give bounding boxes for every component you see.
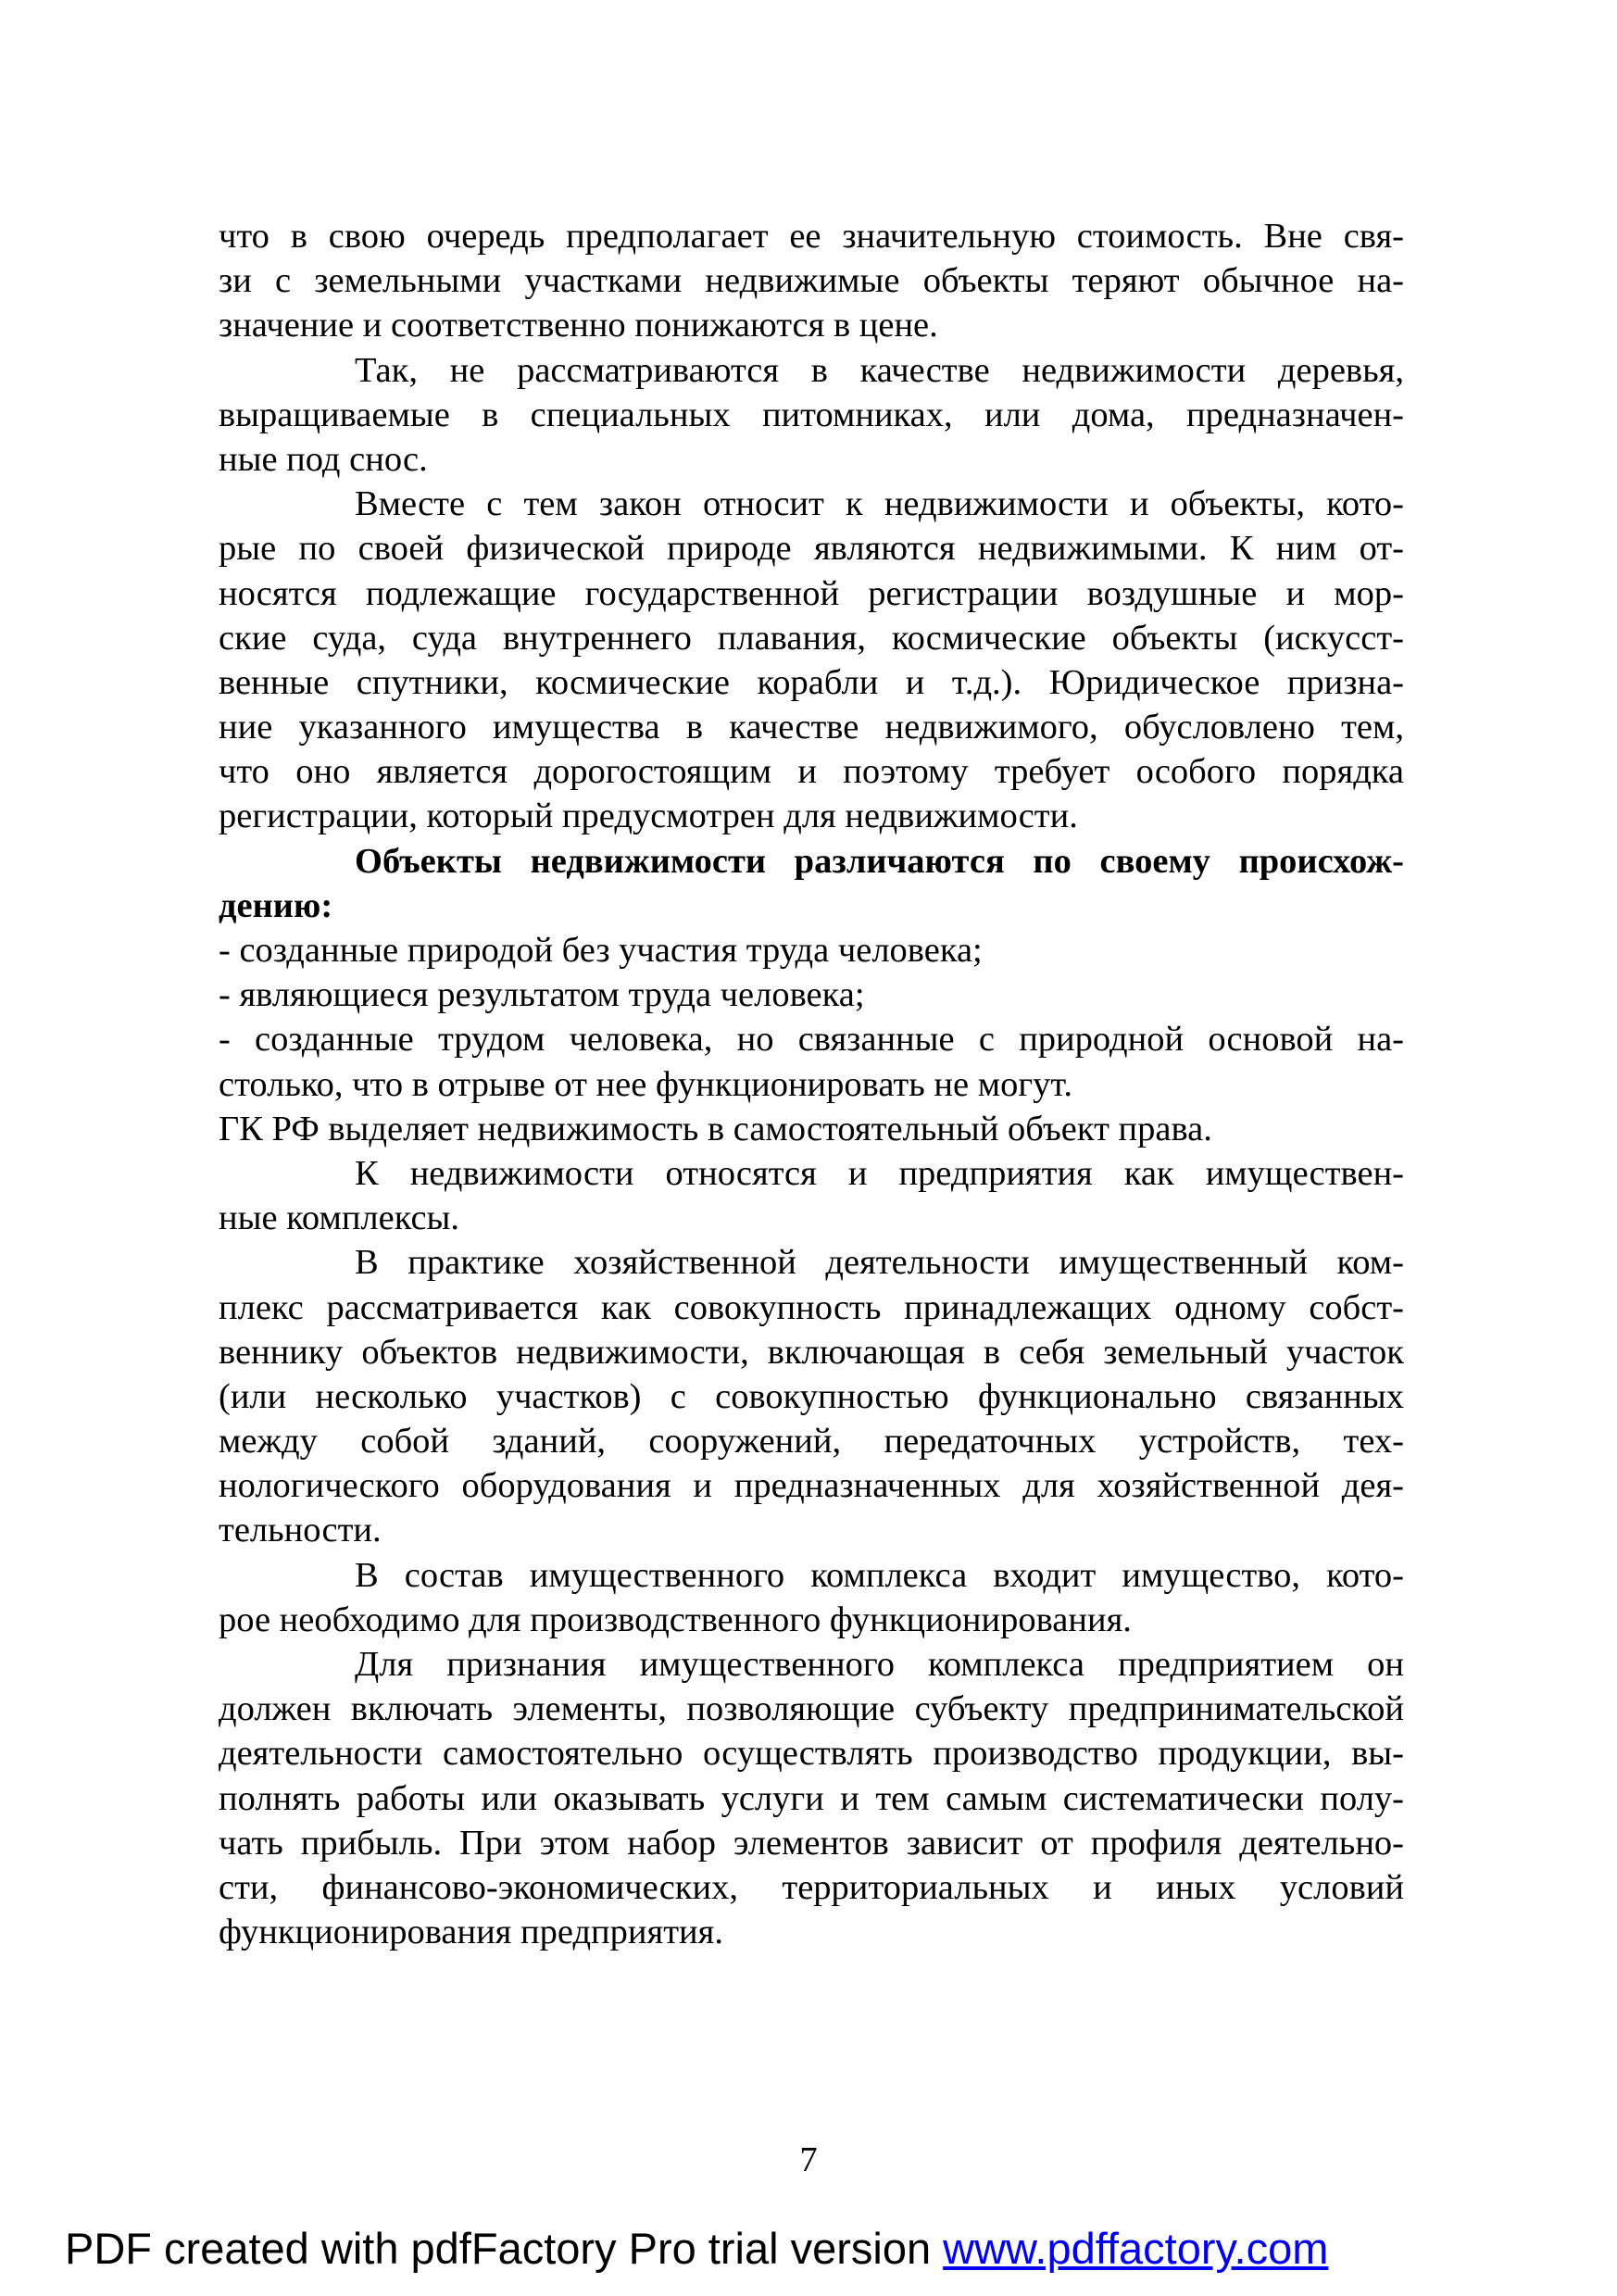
text-line: - созданные природой без участия труда человека; (219, 931, 983, 970)
text-line: ные под снос. (219, 439, 428, 479)
text-line: носятся подлежащие государственной регистрации воздушные и мор- (219, 573, 1404, 613)
bold-text-line: дению: (219, 885, 333, 925)
document-body (219, 214, 1404, 1954)
text-line: чать прибыль. При этом набор элементов зависит от профиля деятельно- (219, 1823, 1404, 1863)
text-line: Для признания имущественного комплекса предприятием он (355, 1645, 1404, 1684)
text-line: (или несколько участков) с совокупностью функционально связанных (219, 1376, 1404, 1416)
text-line: полнять работы или оказывать услуги и тем самым систематически полу- (219, 1778, 1404, 1818)
text-line: Так, не рассматриваются в качестве недвижимости деревья, (355, 350, 1404, 390)
text-line: зи с земельными участками недвижимые объекты теряют обычное на- (219, 261, 1404, 301)
text-line: рые по своей физической природе являются недвижимыми. К ним от- (219, 529, 1404, 569)
text-line: ГК РФ выделяет недвижимость в самостоятельный объект права. (219, 1109, 1212, 1148)
text-line: должен включать элементы, позволяющие субъекту предпринимательской (219, 1689, 1404, 1729)
text-line: ние указанного имущества в качестве недвижимого, обусловлено тем, (219, 708, 1404, 747)
text-line: венные спутники, космические корабли и т.д.). Юридическое призна- (219, 662, 1404, 702)
text-line: веннику объектов недвижимости, включающая в себя земельный участок (219, 1332, 1404, 1372)
text-line: столько, что в отрыве от нее функционировать не могут. (219, 1064, 1072, 1104)
text-line: - являющиеся результатом труда человека; (219, 975, 865, 1015)
text-line: выращиваемые в специальных питомниках, или дома, предназначен- (219, 395, 1404, 434)
bold-text-line: Объекты недвижимости различаются по своему происхож- (355, 841, 1404, 881)
text-line: В состав имущественного комплекса входит имущество, кото- (355, 1555, 1404, 1595)
text-line: ные комплексы. (219, 1198, 460, 1238)
text-line: функционирования предприятия. (219, 1913, 723, 1952)
text-line: В практике хозяйственной деятельности имущественный ком- (355, 1243, 1404, 1283)
text-line: нологического оборудования и предназначенных для хозяйственной дея- (219, 1466, 1404, 1506)
text-line: ские суда, суда внутреннего плавания, космические объекты (искусст- (219, 618, 1404, 658)
text-line: сти, финансово-экономических, территориальных и иных условий (219, 1867, 1404, 1907)
text-line: К недвижимости относятся и предприятия как имуществен- (355, 1153, 1404, 1193)
text-line: - созданные трудом человека, но связанные с природной основой на- (219, 1020, 1404, 1060)
text-line: регистрации, который предусмотрен для недвижимости. (219, 797, 1078, 836)
text-line: значение и соответственно понижаются в цене. (219, 306, 938, 345)
text-line: Вместе с тем закон относит к недвижимости и объекты, кото- (355, 484, 1404, 524)
page-number: 7 (799, 2140, 818, 2179)
text-line: что в свою очередь предполагает ее значительную стоимость. Вне свя- (219, 217, 1404, 256)
text-line: плекс рассматривается как совокупность принадлежащих одному собст- (219, 1287, 1404, 1327)
pdffactory-link[interactable]: www.pdffactory.com (943, 2224, 1329, 2273)
text-line: тельности. (219, 1511, 382, 1550)
footer-notice-text: PDF created with pdfFactory Pro trial version (65, 2224, 944, 2273)
pdf-footer-notice (65, 2223, 1328, 2274)
text-line: между собой зданий, сооружений, передаточных устройств, тех- (219, 1422, 1404, 1462)
text-line: рое необходимо для производственного функционирования. (219, 1600, 1132, 1639)
text-line: деятельности самостоятельно осуществлять производство продукции, вы- (219, 1734, 1404, 1774)
text-line: что оно является дорогостоящим и поэтому требует особого порядка (219, 752, 1404, 792)
